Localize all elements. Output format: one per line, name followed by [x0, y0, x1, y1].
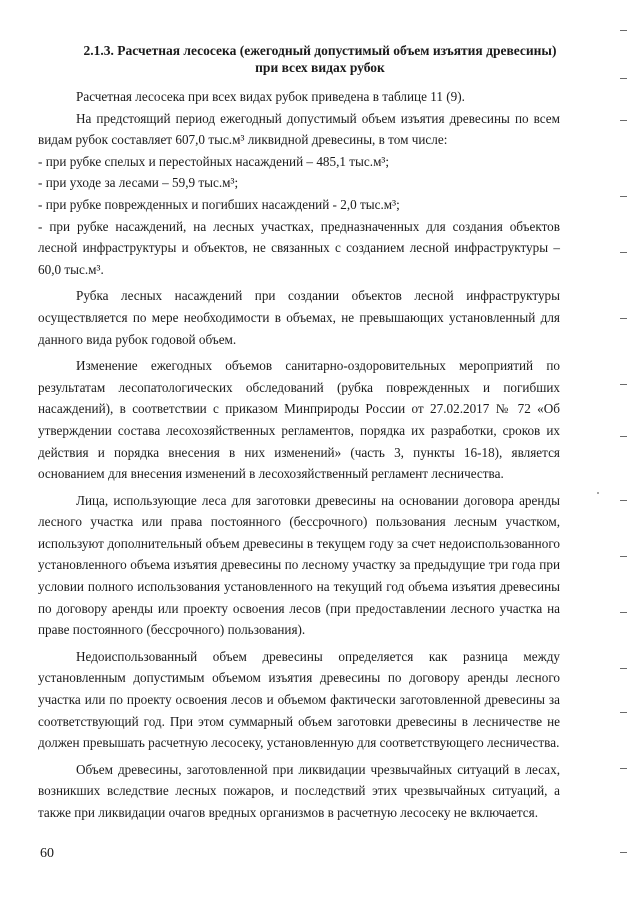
edge-mark [620, 612, 627, 613]
edge-mark [620, 852, 627, 853]
paragraph-lease-users: Лица, использующие леса для заготовки древесины на основании договора аренды лесного участка или права постоянного (бессрочного) пользования лесным участком, используют дополнительный объем древесины в текущем году за счет недоиспользованного установленного объема изъятия древесины по лесному участку за предыдущие три года при условии полного использования установленного на текущий год объема изъятия древесины по договору аренды или проекту освоения лесов (при предоставлении лесного участка на праве постоянного (бессрочного) пользования). [38, 492, 560, 638]
section-heading [40, 42, 600, 76]
edge-mark [620, 500, 627, 501]
list-item-mature-stands: - при рубке спелых и перестойных насаждений – 485,1 тыс.м³; [38, 153, 390, 169]
paragraph-intro: Расчетная лесосека при всех видах рубок приведена в таблице 11 (9). [76, 89, 465, 104]
edge-mark [620, 318, 627, 319]
list-item-forest-care: - при уходе за лесами – 59,9 тыс.м³; [38, 175, 239, 191]
body-text [38, 86, 560, 824]
scan-speck [597, 492, 599, 494]
edge-mark [620, 384, 627, 385]
edge-mark [620, 712, 627, 713]
edge-mark [620, 668, 627, 669]
edge-mark [620, 768, 627, 769]
list-item-infrastructure: - при рубке насаждений, на лесных участках, предназначенных для создания объектов лесной инфраструктуры и объектов, не связанных с созданием лесной инфраструктуры – 60,0 тыс.м³. [38, 218, 560, 277]
paragraph-unused-volume: Недоиспользованный объем древесины определяется как разница между установленным допустимым объемом изъятия древесины по договору аренды лесного участка или по проекту освоения лесов и объемом фактически заготовленной древесины за соответствующий год. При этом суммарный объем заготовки древесины в лесничестве не должен превышать расчетную лесосеку, установленную для соответствующего лесничества. [38, 648, 560, 751]
edge-mark [620, 556, 627, 557]
edge-mark [620, 196, 627, 197]
edge-mark [620, 120, 627, 121]
page-number: 60 [40, 846, 54, 861]
edge-mark [620, 252, 627, 253]
section-heading-line-2: при всех видах рубок [255, 60, 385, 75]
paragraph-sanitary-changes: Изменение ежегодных объемов санитарно-оздоровительных мероприятий по результатам лесопатологических обследований (рубка поврежденных и погибших насаждений), в соответствии с приказом Минприроды России от 27.02.2017 № 72 «Об утверждении состава лесохозяйственных регламентов, порядка их разработки, сроков их действия и порядка внесения в них изменений» (часть 3, пункты 16-18), является основанием для внесения изменений в лесохозяйственный регламент лесничества. [38, 358, 560, 482]
paragraph-infrastructure-felling: Рубка лесных насаждений при создании объектов лесной инфраструктуры осуществляется по мере необходимости в объемах, не превышающих установленный для данного вида рубок годовой объем. [38, 288, 560, 347]
list-item-damaged-stands: - при рубке поврежденных и погибших насаждений - 2,0 тыс.м³; [38, 196, 400, 212]
edge-mark [620, 78, 627, 79]
paragraph-period: На предстоящий период ежегодный допустимый объем изъятия древесины по всем видам рубок составляет 607,0 тыс.м³ ликвидной древесины, в том числе: [38, 110, 560, 148]
edge-mark [620, 436, 627, 437]
section-heading-line-1: 2.1.3. Расчетная лесосека (ежегодный допустимый объем изъятия древесины) [83, 43, 557, 58]
edge-mark [620, 30, 627, 31]
paragraph-emergency-volume: Объем древесины, заготовленной при ликвидации чрезвычайных ситуаций в лесах, возникших вследствие лесных пожаров, и последствий этих чрезвычайных ситуаций, а также при ликвидации очагов вредных организмов в расчетную лесосеку не включается. [38, 761, 560, 820]
